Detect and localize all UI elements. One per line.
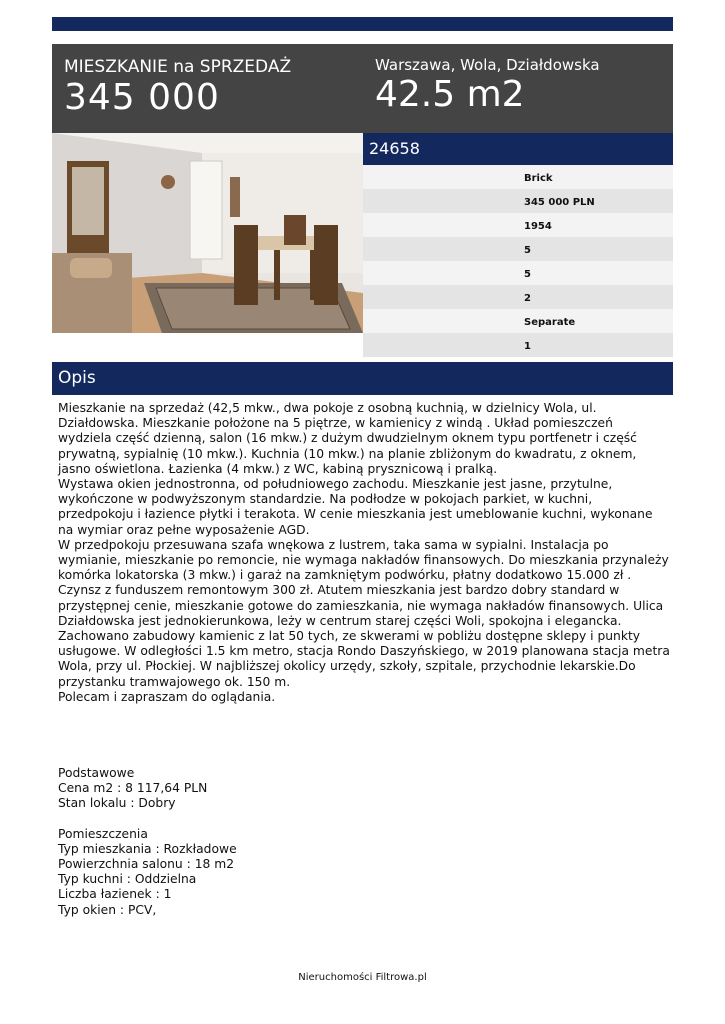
description-body	[58, 401, 670, 705]
description-paragraph: W przedpokoju przesuwana szafa wnękowa z lustrem, taka sama w sypialni. Instalacja po wymianie, mieszkanie po remoncie, nie wymaga nakładów finansowych. Do mieszkania przynależy komórka lokatorska (3 mkw.) i garaż na zamkniętym podwórku, płatny dodatkowo 15.000 zł . Czynsz z funduszem remontowym 300 zł. Atutem mieszkania jest bardzo dobry standard w przystępnej cenie, mieszkanie gotowe do zamieszkania, nie wymaga nakładów finansowych. Ulica Działdowska jest jednokierunkowa, leży w centrum starej części Woli, spokojna i elegancka. Zachowano zabudowy kamienic z lat 50 tych, ze skwerami w pobliżu dostępne sklepy i punkty usługowe. W odległości 1.5 km metro, stacja Rondo Daszyńskiego, w 2019 planowana stacja metra Wola, przy ul. Płockiej. W najbliższej okolicy urzędy, szkoły, szpitale, przychodnie lekarskie.Do przystanku tramwajowego ok. 150 m.	[58, 537, 670, 689]
detail-line: Typ kuchni : Oddzielna	[58, 872, 197, 887]
description-paragraph: Wystawa okien jednostronna, od południowego zachodu. Mieszkanie jest jasne, przytulne, wykończone w podwyższonym standardzie. Na podłodze w pokojach parkiet, w kuchni, przedpokoju i łazience płytki i terakota. W cenie mieszkania jest umeblowanie kuchni, wykonane na wymiar oraz pełne wyposażenie AGD.	[58, 477, 653, 537]
listing-id: 24658	[363, 133, 673, 165]
description-paragraph: Polecam i zapraszam do oglądania.	[58, 689, 276, 704]
detail-line: Typ okien : PCV,	[58, 902, 157, 917]
description-paragraph: Mieszkanie na sprzedaż (42,5 mkw., dwa pokoje z osobną kuchnią, w dzielnicy Wola, ul. Działdowska. Mieszkanie położone na 5 piętrze, w kamienicy z windą . Układ pomieszczeń wydziela część dzienną, salon (16 mkw.) z dużym dwudzielnym oknem typu portfenetr i część prywatną, sypialnię (10 mkw.). Kuchnia (10 mkw.) na planie zbliżonym do kwadratu, z oknem, jasno oświetlona. Łazienka (4 mkw.) z WC, kabiną prysznicową i pralką.	[58, 401, 637, 476]
detail-line: Stan lokalu : Dobry	[58, 796, 176, 811]
spec-row: 1	[363, 333, 673, 357]
top-accent-bar	[52, 17, 673, 31]
rooms-heading: Pomieszczenia	[58, 826, 148, 841]
footer-agency: Nieruchomości Filtrowa.pl	[298, 972, 427, 983]
listing-area: 42.5 m2	[375, 74, 525, 115]
description-heading: Opis	[52, 362, 673, 395]
details-section	[58, 766, 237, 918]
spec-row: 2	[363, 285, 673, 309]
basic-heading: Podstawowe	[58, 766, 135, 780]
spec-row: 1954	[363, 213, 673, 237]
listing-header	[52, 44, 673, 133]
spec-row: 5	[363, 237, 673, 261]
listing-location: Warszawa, Wola, Działdowska	[375, 56, 600, 74]
detail-line: Liczba łazienek : 1	[58, 887, 172, 902]
listing-price: 345 000	[64, 77, 220, 118]
spec-row: 345 000 PLN	[363, 189, 673, 213]
spec-row: Separate	[363, 309, 673, 333]
spec-row: 5	[363, 261, 673, 285]
detail-line: Cena m2 : 8 117,64 PLN	[58, 781, 208, 796]
detail-line: Powierzchnia salonu : 18 m2	[58, 857, 235, 872]
spec-row: Brick	[363, 165, 673, 189]
detail-line: Typ mieszkania : Rozkładowe	[58, 841, 237, 856]
property-photo	[52, 133, 363, 333]
listing-type: MIESZKANIE na SPRZEDAŻ	[64, 57, 292, 77]
